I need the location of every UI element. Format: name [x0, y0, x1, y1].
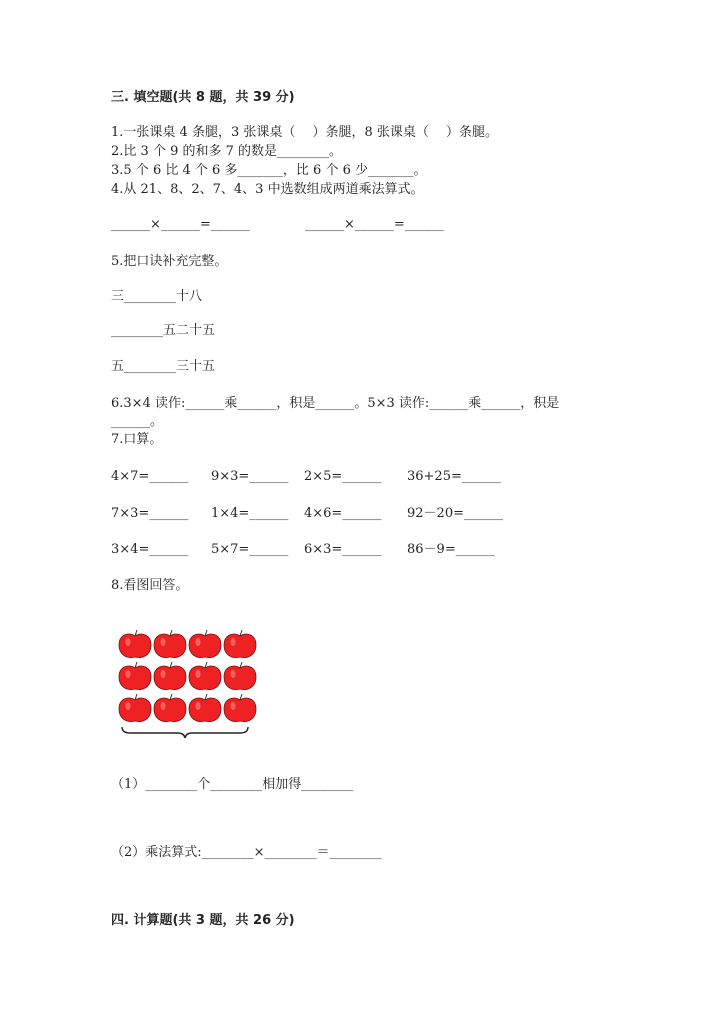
- mental-math-item: 1×4=______: [211, 506, 289, 521]
- question-7: 7.口算。: [111, 432, 163, 447]
- mental-math-item: 86－9=______: [407, 542, 495, 557]
- apple-icon: [224, 662, 256, 690]
- question-6-line-1: 6.3×4 读作:______乘______，积是______。5×3 读作:______乘______，积是: [111, 396, 560, 411]
- mental-math-item: 5×7=______: [211, 542, 289, 557]
- mental-math-item: 4×7=______: [111, 469, 189, 484]
- apple-icon: [119, 662, 151, 690]
- mental-math-item: 92－20=______: [407, 506, 503, 521]
- question-3: 3.5 个 6 比 4 个 6 多_______，比 6 个 6 少_______。: [111, 163, 427, 178]
- apple-icon: [189, 662, 221, 690]
- apple-icon: [119, 630, 151, 658]
- apple-icon: [154, 694, 186, 722]
- question-4: 4.从 21、8、2、7、4、3 中选数组成两道乘法算式。: [111, 182, 424, 197]
- apple-icon: [224, 630, 256, 658]
- apple-icon: [154, 630, 186, 658]
- apple-icon: [189, 694, 221, 722]
- question-6-line-2: ______。: [111, 414, 164, 429]
- mental-math-item: 7×3=______: [111, 506, 189, 521]
- q5-row-1: 三________十八: [111, 289, 203, 304]
- mental-math-item: 9×3=______: [211, 469, 289, 484]
- mental-math-item: 36+25=______: [407, 469, 501, 484]
- question-8: 8.看图回答。: [111, 578, 189, 593]
- apple-icon: [154, 662, 186, 690]
- q5-row-2: ________五二十五: [111, 323, 216, 338]
- mental-math-item: 4×6=______: [304, 506, 382, 521]
- q8-sub-1: （1）________个________相加得________: [111, 777, 354, 792]
- question-2: 2.比 3 个 9 的和多 7 的数是________。: [111, 144, 343, 159]
- apple-icon: [224, 694, 256, 722]
- brace-under-apples: [120, 725, 250, 739]
- question-5: 5.把口诀补充完整。: [111, 254, 228, 269]
- apples-illustration: [118, 627, 258, 735]
- mental-math-item: 6×3=______: [304, 542, 382, 557]
- q5-row-3: 五________三十五: [111, 359, 216, 374]
- q4-blanks-right: ______×______=______: [305, 217, 444, 232]
- section-3-title: 三. 填空题(共 8 题，共 39 分): [111, 90, 295, 105]
- q8-sub-2: （2）乘法算式:________×________＝________: [111, 845, 382, 860]
- q4-blanks-left: ______×______=______: [111, 217, 250, 232]
- apple-icon: [119, 694, 151, 722]
- apple-icon: [189, 630, 221, 658]
- section-4-title: 四. 计算题(共 3 题，共 26 分): [111, 913, 295, 928]
- mental-math-item: 2×5=______: [304, 469, 382, 484]
- mental-math-item: 3×4=______: [111, 542, 189, 557]
- question-1: 1.一张课桌 4 条腿，3 张课桌（ ）条腿，8 张课桌（ ）条腿。: [111, 125, 499, 140]
